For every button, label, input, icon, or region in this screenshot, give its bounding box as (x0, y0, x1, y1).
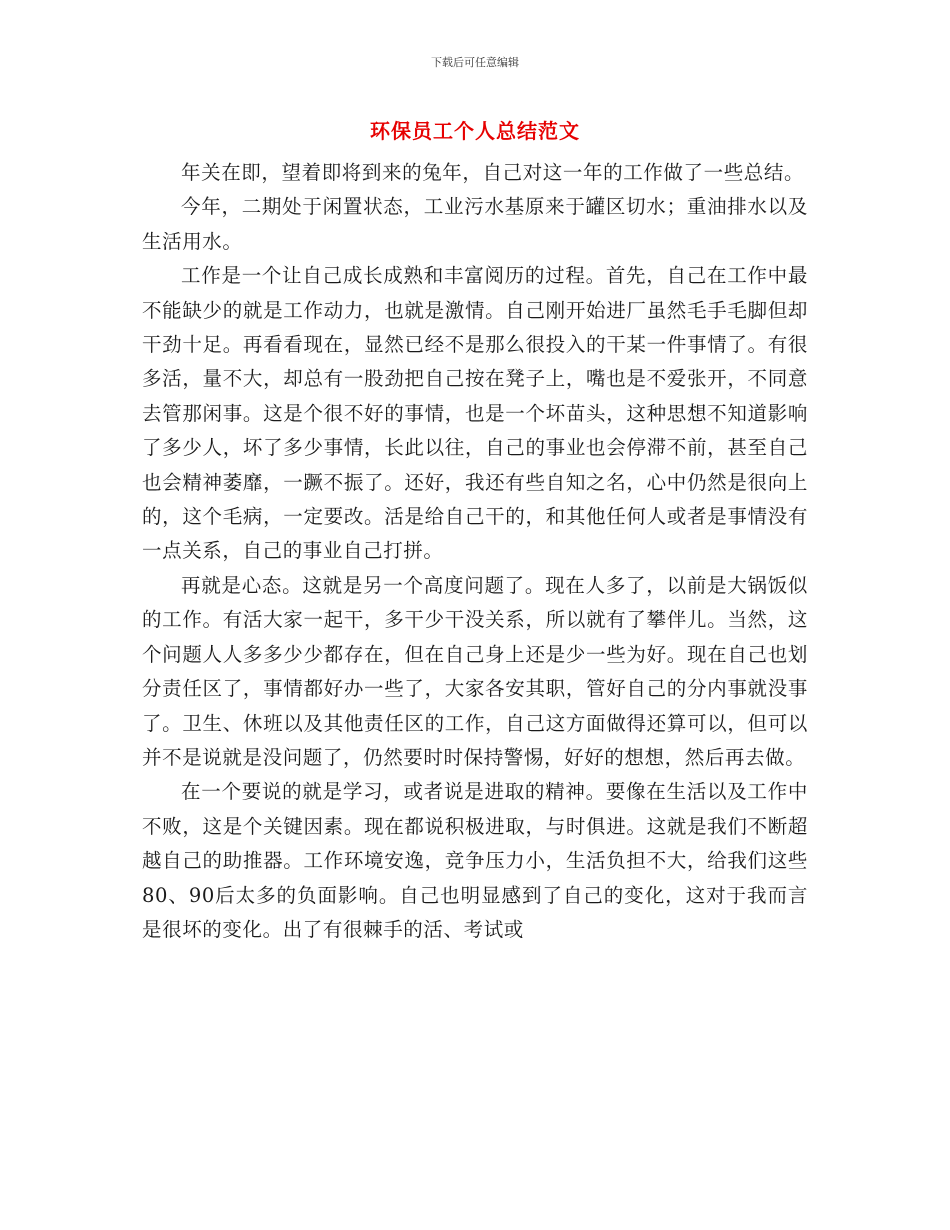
paragraph-5: 在一个要说的就是学习，或者说是进取的精神。要像在生活以及工作中不败，这是个关键因素。现在都说积极进取，与时俱进。这就是我们不断超越自己的助推器。工作环境安逸，竞争压力小，生活负担不大，给我们这些80、90后太多的负面影响。自己也明显感到了自己的变化，这对于我而言是很坏的变化。出了有很棘手的活、考试或 (142, 780, 808, 941)
paragraph-4: 再就是心态。这就是另一个高度问题了。现在人多了，以前是大锅饭似的工作。有活大家一起干，多干少干没关系，所以就有了攀伴儿。当然，这个问题人人多多少少都存在，但在自己身上还是少一些为好。现在自己也划分责任区了，事情都好办一些了，大家各安其职，管好自己的分内事就没事了。卫生、休班以及其他责任区的工作，自己这方面做得还算可以，但可以并不是说就是没问题了，仍然要时时保持警惕，好好的想想，然后再去做。 (142, 573, 808, 769)
paragraph-2: 今年，二期处于闲置状态，工业污水基原来于罐区切水；重油排水以及生活用水。 (142, 195, 808, 253)
header-note: 下载后可任意编辑 (431, 56, 519, 69)
document-title: 环保员工个人总结范文 (370, 119, 580, 143)
document-body (142, 156, 808, 947)
paragraph-3: 工作是一个让自己成长成熟和丰富阅历的过程。首先，自己在工作中最不能缺少的就是工作动力，也就是激情。自己刚开始进厂虽然毛手毛脚但却干劲十足。再看看现在，显然已经不是那么很投入的干某一件事情了。有很多活，量不大，却总有一股劲把自己按在凳子上，嘴也是不爱张开，不同意去管那闲事。这是个很不好的事情，也是一个坏苗头，这种思想不知道影响了多少人，坏了多少事情，长此以往，自己的事业也会停滞不前，甚至自己也会精神萎靡，一蹶不振了。还好，我还有些自知之名，心中仍然是很向上的，这个毛病，一定要改。活是给自己干的，和其他任何人或者是事情没有一点关系，自己的事业自己打拼。 (142, 264, 808, 563)
paragraph-1: 年关在即，望着即将到来的兔年，自己对这一年的工作做了一些总结。 (181, 161, 805, 184)
